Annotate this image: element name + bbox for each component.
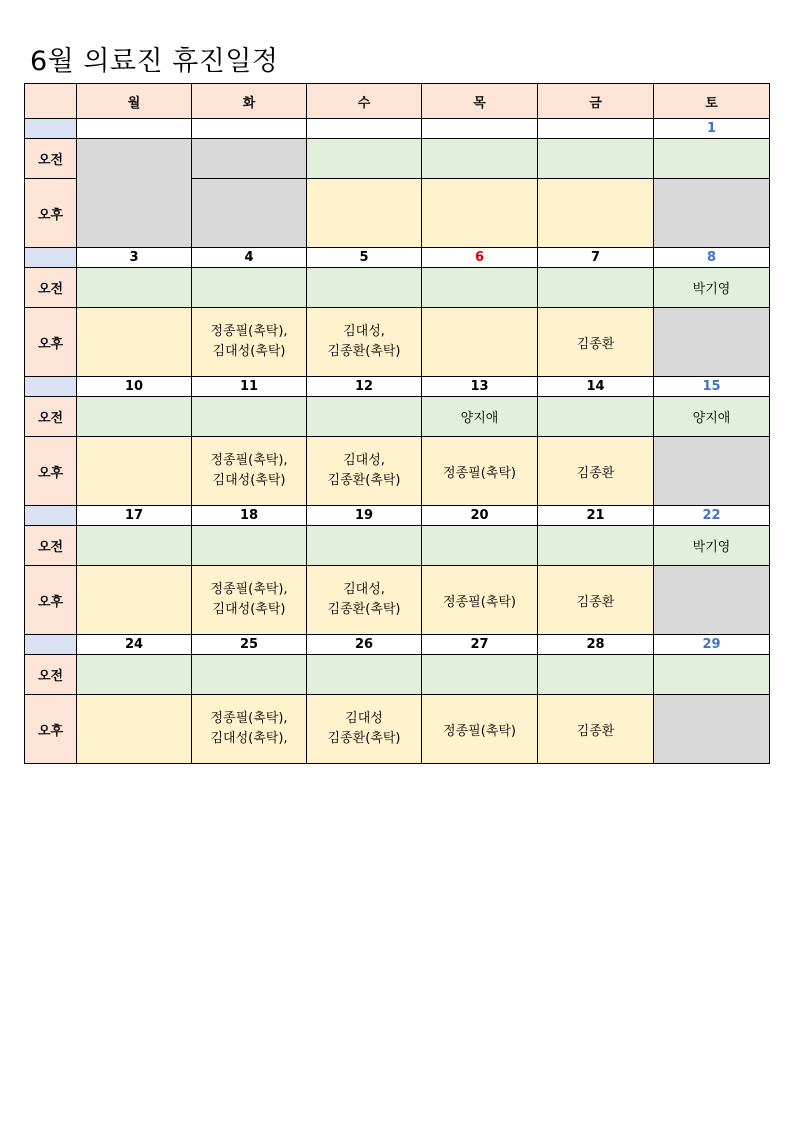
pm-cell: 김대성, 김종환(촉탁) (307, 308, 422, 377)
pm-cell (422, 308, 538, 377)
pm-cell: 정종필(촉탁), 김대성(촉탁), (192, 695, 307, 764)
am-label: 오전 (25, 655, 77, 695)
date-row-corner (25, 506, 77, 526)
date-cell: 19 (307, 506, 422, 526)
pm-cell: 김대성 김종환(촉탁) (307, 695, 422, 764)
pm-row (25, 437, 770, 506)
pm-cell (422, 179, 538, 248)
am-cell (77, 526, 192, 566)
pm-cell (77, 566, 192, 635)
date-row-corner (25, 119, 77, 139)
am-row (25, 526, 770, 566)
date-row (25, 506, 770, 526)
date-cell (422, 119, 538, 139)
pm-cell: 김대성, 김종환(촉탁) (307, 566, 422, 635)
weekday-thu: 목 (422, 84, 538, 119)
am-cell (192, 655, 307, 695)
pm-cell: 김종환 (538, 437, 654, 506)
closed-cell (654, 566, 770, 635)
pm-cell (307, 179, 422, 248)
date-cell: 28 (538, 635, 654, 655)
pm-row (25, 308, 770, 377)
am-row (25, 268, 770, 308)
pm-cell: 정종필(촉탁), 김대성(촉탁) (192, 566, 307, 635)
am-cell (77, 268, 192, 308)
am-cell (307, 397, 422, 437)
schedule-table (24, 83, 770, 764)
date-cell: 4 (192, 248, 307, 268)
am-label: 오전 (25, 139, 77, 179)
am-cell: 박기영 (654, 268, 770, 308)
date-cell: 25 (192, 635, 307, 655)
date-row-corner (25, 635, 77, 655)
am-label: 오전 (25, 397, 77, 437)
date-cell: 26 (307, 635, 422, 655)
pm-row (25, 695, 770, 764)
am-cell (538, 397, 654, 437)
am-cell (538, 526, 654, 566)
closed-cell (192, 179, 307, 248)
am-cell: 양지애 (654, 397, 770, 437)
weekday-sat: 토 (654, 84, 770, 119)
header-corner (25, 84, 77, 119)
am-cell (77, 397, 192, 437)
pm-cell (77, 695, 192, 764)
pm-label: 오후 (25, 308, 77, 377)
date-cell-saturday: 8 (654, 248, 770, 268)
date-cell (307, 119, 422, 139)
am-cell (538, 268, 654, 308)
date-cell (192, 119, 307, 139)
pm-row (25, 566, 770, 635)
date-cell: 10 (77, 377, 192, 397)
weekday-fri: 금 (538, 84, 654, 119)
pm-cell (77, 437, 192, 506)
pm-cell: 정종필(촉탁) (422, 695, 538, 764)
date-cell-saturday: 1 (654, 119, 770, 139)
am-cell: 양지애 (422, 397, 538, 437)
am-row (25, 139, 770, 179)
weekday-header-row (25, 84, 770, 119)
pm-cell (77, 308, 192, 377)
pm-cell: 김대성, 김종환(촉탁) (307, 437, 422, 506)
date-row-corner (25, 248, 77, 268)
date-cell: 27 (422, 635, 538, 655)
date-cell (538, 119, 654, 139)
closed-cell (77, 139, 192, 248)
date-row (25, 248, 770, 268)
am-cell (422, 655, 538, 695)
am-cell (538, 139, 654, 179)
closed-cell (654, 695, 770, 764)
date-row (25, 635, 770, 655)
am-label: 오전 (25, 526, 77, 566)
pm-cell: 정종필(촉탁) (422, 437, 538, 506)
am-cell: 박기영 (654, 526, 770, 566)
date-cell-holiday: 6 (422, 248, 538, 268)
am-cell (422, 139, 538, 179)
am-cell (307, 139, 422, 179)
date-row (25, 119, 770, 139)
am-cell (192, 397, 307, 437)
page-title: 6월 의료진 휴진일정 (30, 46, 279, 77)
am-cell (654, 139, 770, 179)
date-cell: 14 (538, 377, 654, 397)
am-cell (192, 268, 307, 308)
date-cell: 20 (422, 506, 538, 526)
am-row (25, 397, 770, 437)
closed-cell (654, 437, 770, 506)
am-cell (538, 655, 654, 695)
am-cell (192, 526, 307, 566)
am-cell (307, 268, 422, 308)
date-cell (77, 119, 192, 139)
date-cell-saturday: 22 (654, 506, 770, 526)
am-label: 오전 (25, 268, 77, 308)
am-cell (77, 655, 192, 695)
pm-cell: 정종필(촉탁), 김대성(촉탁) (192, 437, 307, 506)
date-cell: 24 (77, 635, 192, 655)
date-cell: 3 (77, 248, 192, 268)
weekday-wed: 수 (307, 84, 422, 119)
am-cell (307, 655, 422, 695)
date-cell: 7 (538, 248, 654, 268)
pm-cell: 김종환 (538, 566, 654, 635)
pm-cell: 김종환 (538, 308, 654, 377)
am-cell (307, 526, 422, 566)
am-cell (654, 655, 770, 695)
am-cell (422, 268, 538, 308)
pm-label: 오후 (25, 695, 77, 764)
weekday-mon: 월 (77, 84, 192, 119)
pm-cell: 정종필(촉탁) (422, 566, 538, 635)
date-cell: 18 (192, 506, 307, 526)
pm-cell (538, 179, 654, 248)
pm-label: 오후 (25, 437, 77, 506)
date-cell: 21 (538, 506, 654, 526)
date-cell: 12 (307, 377, 422, 397)
date-cell: 13 (422, 377, 538, 397)
date-cell: 11 (192, 377, 307, 397)
weekday-tue: 화 (192, 84, 307, 119)
pm-label: 오후 (25, 566, 77, 635)
pm-cell: 정종필(촉탁), 김대성(촉탁) (192, 308, 307, 377)
date-cell: 5 (307, 248, 422, 268)
closed-cell (192, 139, 307, 179)
date-cell-saturday: 29 (654, 635, 770, 655)
date-cell-saturday: 15 (654, 377, 770, 397)
date-row (25, 377, 770, 397)
am-cell (422, 526, 538, 566)
am-row (25, 655, 770, 695)
closed-cell (654, 179, 770, 248)
closed-cell (654, 308, 770, 377)
pm-cell: 김종환 (538, 695, 654, 764)
date-cell: 17 (77, 506, 192, 526)
pm-label: 오후 (25, 179, 77, 248)
date-row-corner (25, 377, 77, 397)
